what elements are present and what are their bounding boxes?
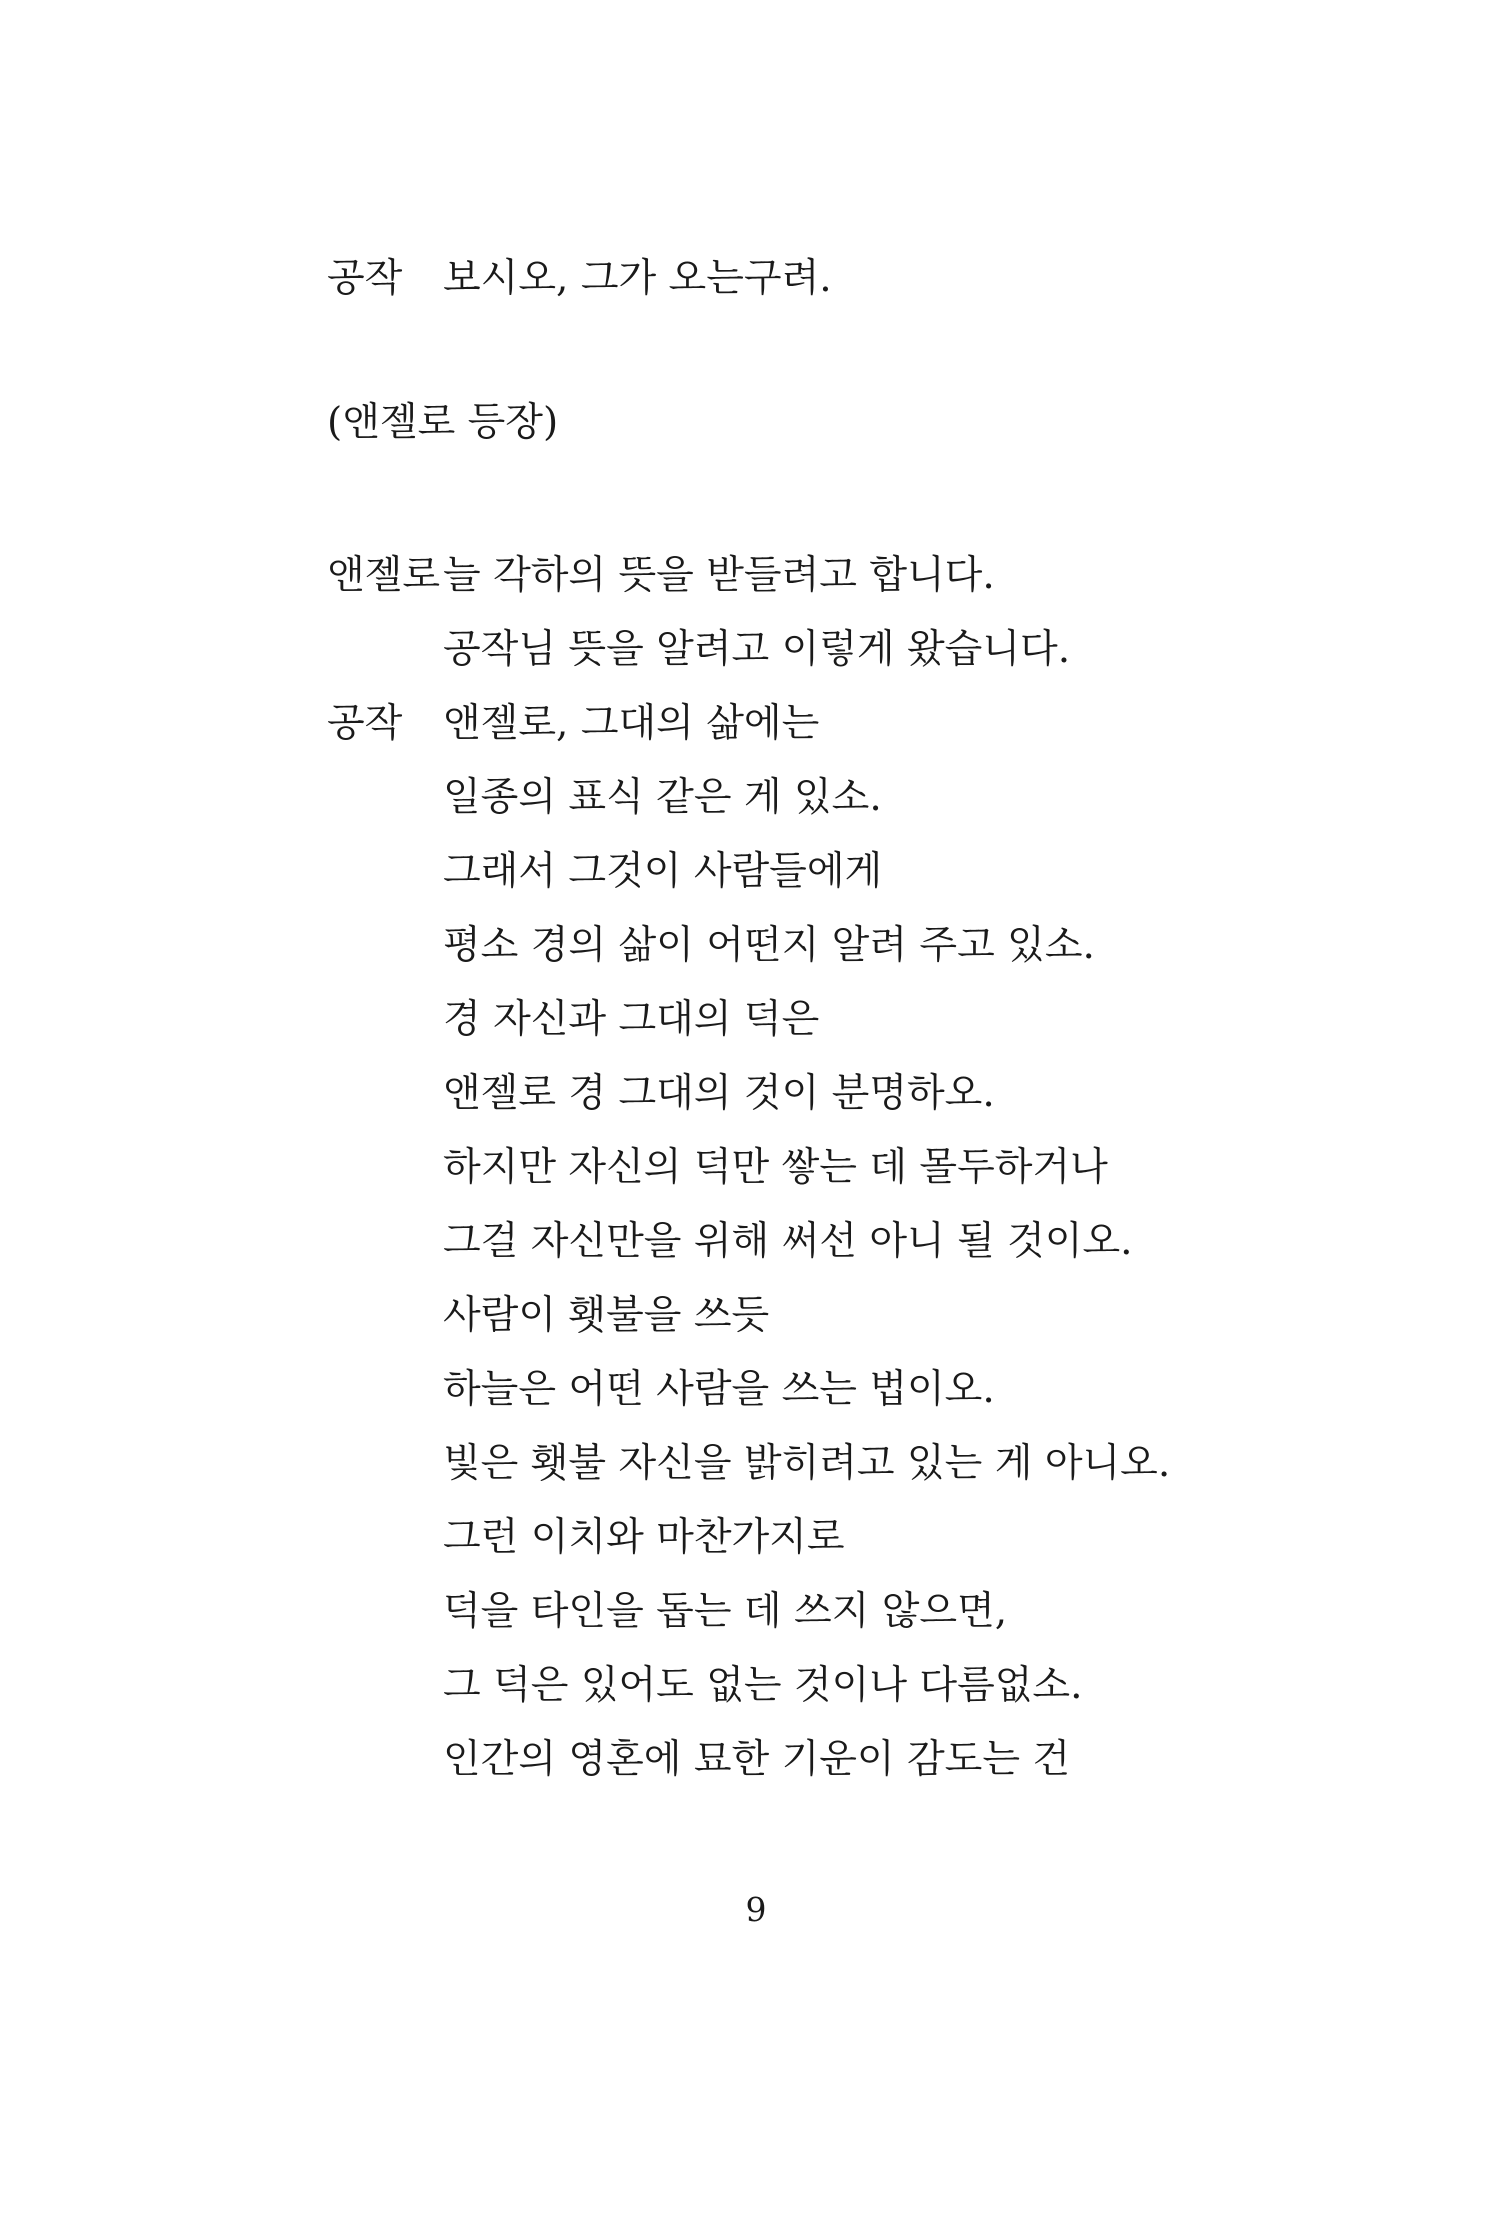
dialog-line: 그런 이치와 마찬가지로 bbox=[443, 1515, 845, 1560]
dialog-line: 사람이 횃불을 쓰듯 bbox=[443, 1293, 770, 1338]
stage-direction: (앤젤로 등장) bbox=[327, 400, 559, 445]
dialog-line: 늘 각하의 뜻을 받들려고 합니다. bbox=[443, 553, 995, 598]
dialog-line: 그래서 그것이 사람들에게 bbox=[443, 849, 883, 894]
dialog-line: 덕을 타인을 돕는 데 쓰지 않으면, bbox=[443, 1589, 1008, 1634]
dialog-line: 보시오, 그가 오는구려. bbox=[443, 256, 832, 301]
dialog-line: 그 덕은 있어도 없는 것이나 다름없소. bbox=[443, 1663, 1083, 1708]
dialog-line: 경 자신과 그대의 덕은 bbox=[443, 997, 820, 1042]
dialog-line: 하지만 자신의 덕만 쌓는 데 몰두하거나 bbox=[443, 1145, 1108, 1190]
dialog-line: 일종의 표식 같은 게 있소. bbox=[443, 775, 882, 820]
dialog-line: 하늘은 어떤 사람을 쓰는 법이오. bbox=[443, 1367, 995, 1412]
dialog-line: 빛은 횃불 자신을 밝히려고 있는 게 아니오. bbox=[443, 1441, 1171, 1486]
speaker-name: 공작 bbox=[327, 701, 403, 746]
speaker-name: 공작 bbox=[327, 256, 403, 301]
dialog-line: 인간의 영혼에 묘한 기운이 감도는 건 bbox=[443, 1737, 1071, 1782]
dialog-line: 앤젤로, 그대의 삶에는 bbox=[443, 701, 820, 746]
dialog-line: 평소 경의 삶이 어떤지 알려 주고 있소. bbox=[443, 923, 1095, 968]
dialog-line: 앤젤로 경 그대의 것이 분명하오. bbox=[443, 1071, 995, 1116]
dialog-line: 공작님 뜻을 알려고 이렇게 왔습니다. bbox=[443, 627, 1071, 672]
dialog-line: 그걸 자신만을 위해 써선 아니 될 것이오. bbox=[443, 1219, 1133, 1264]
page-number: 9 bbox=[745, 1890, 767, 1929]
speaker-name: 앤젤로 bbox=[327, 553, 441, 598]
